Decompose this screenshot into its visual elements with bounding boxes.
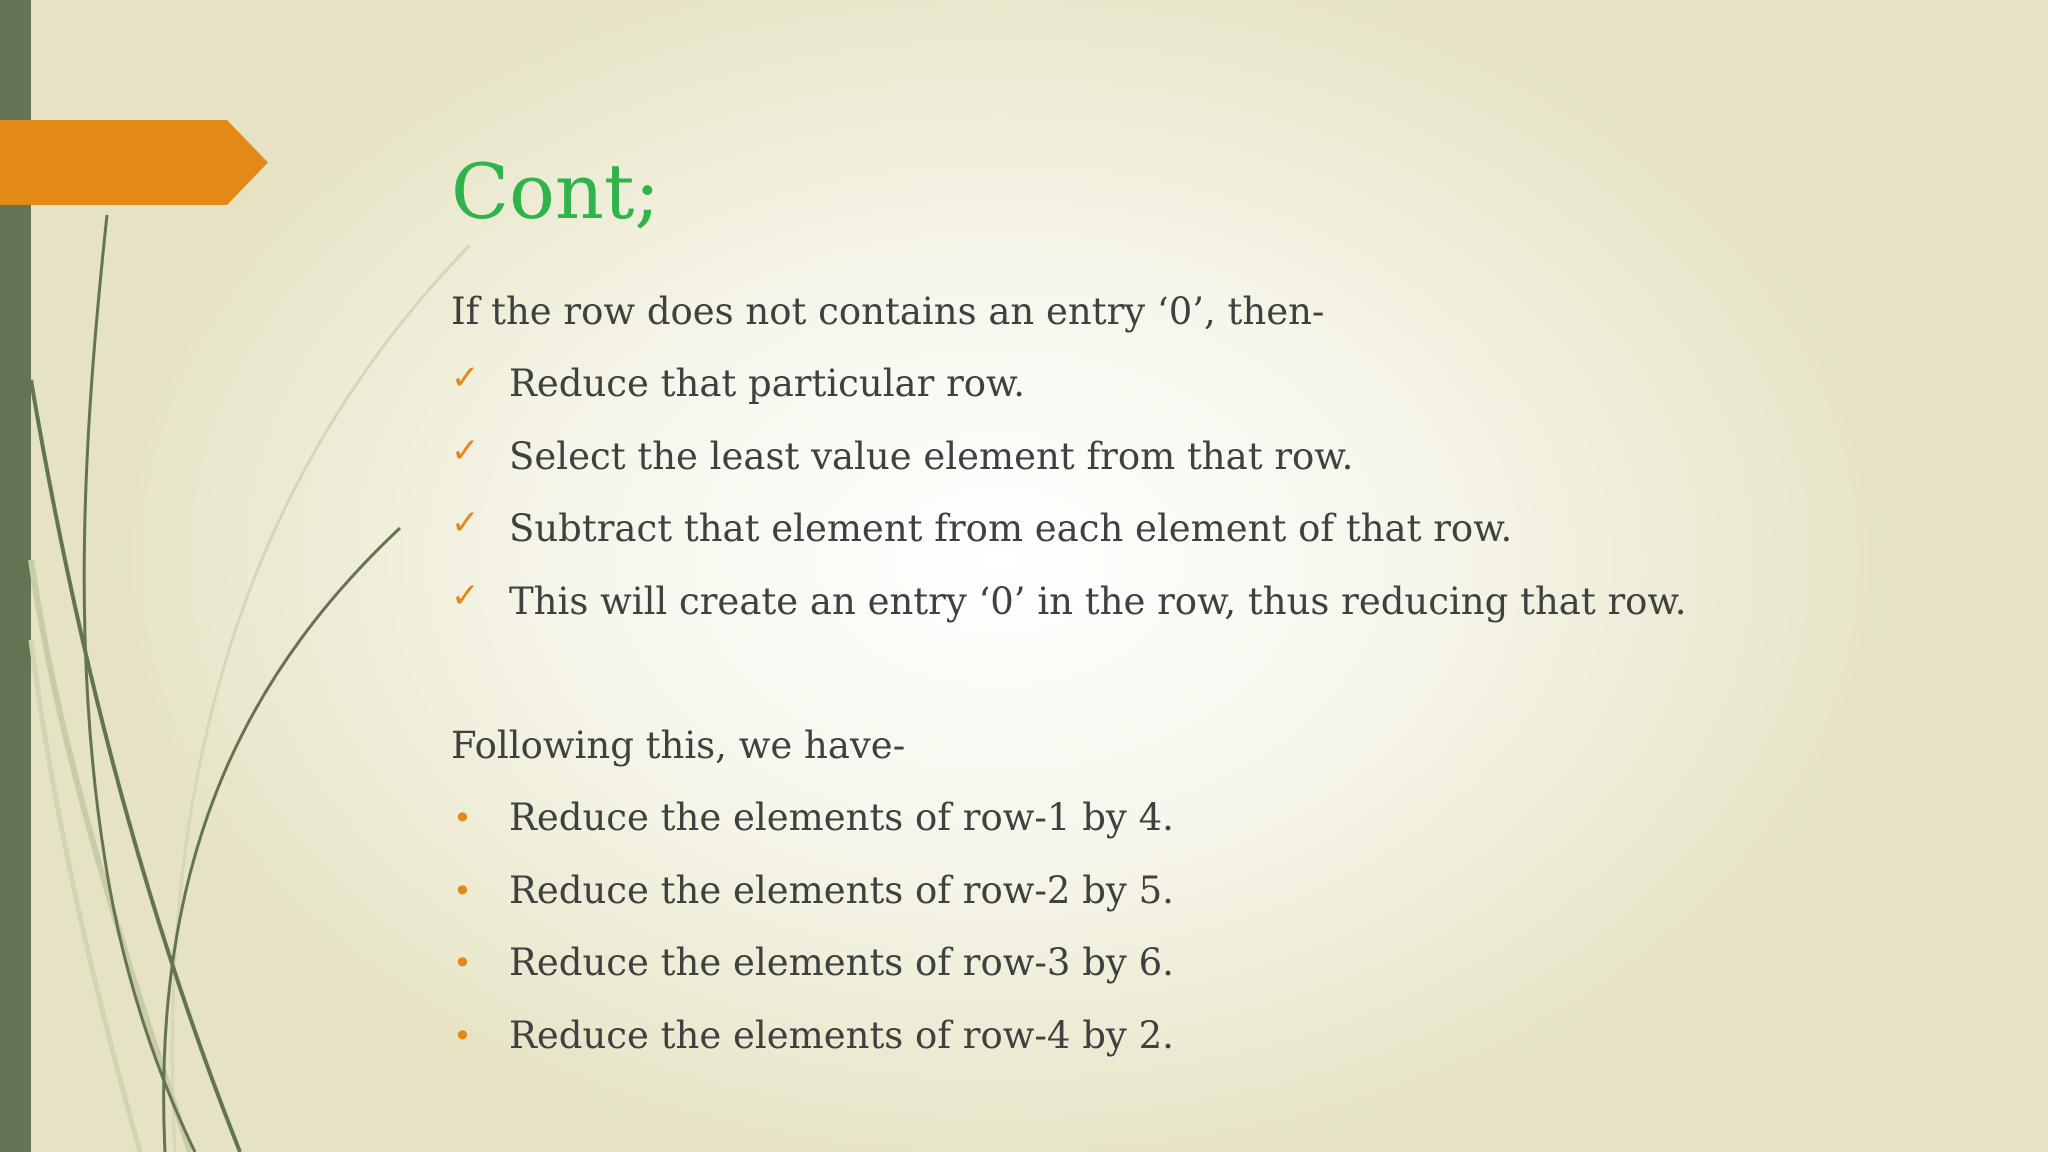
reduction-text: Reduce the elements of row-2 by 5. [509,868,1174,912]
intro-text: If the row does not contains an entry ‘0’, then- [451,290,1325,333]
step-item [451,354,1851,427]
follow-heading: Following this, we have- [451,724,906,767]
grass-stroke-faint-2 [31,560,190,1152]
grass-stroke-3 [164,528,400,1152]
reduction-text: Reduce the elements of row-3 by 6. [509,941,1174,984]
reduction-item [451,861,1851,934]
checkmark-icon: ✓ [451,430,480,471]
checkmark-icon: ✓ [451,503,480,543]
step-text: This will create an entry ‘0’ in the row, thus reducing that row. [509,579,1687,623]
slide-content [451,282,1851,1078]
step-text: Reduce that particular row. [509,362,1026,405]
reduction-text: Reduce the elements of row-4 by 2. [509,1013,1174,1057]
bullet-icon: • [453,944,472,982]
reduction-item [451,788,1851,861]
grass-stroke-faint-3 [31,640,140,1152]
reduction-text: Reduce the elements of row-1 by 4. [509,796,1174,839]
bullet-icon: • [453,799,472,837]
step-text: Select the least value element from that row. [509,434,1354,478]
checkmark-icon: ✓ [451,358,480,398]
grass-stroke-faint-1 [172,245,470,1152]
orange-pentagon-arrow [0,120,268,205]
bullet-icon: • [453,1016,472,1055]
slide-title: Cont; [451,147,660,236]
step-item [451,499,1851,572]
checkmark-icon: ✓ [451,575,480,616]
bullet-icon: • [453,871,472,910]
reduction-item [451,1006,1851,1079]
grass-stroke-2 [31,380,240,1152]
reduction-item [451,933,1851,1006]
step-text: Subtract that element from each element of that row. [509,507,1513,550]
step-item [451,427,1851,500]
step-item [451,572,1851,645]
spacer [451,644,1851,716]
